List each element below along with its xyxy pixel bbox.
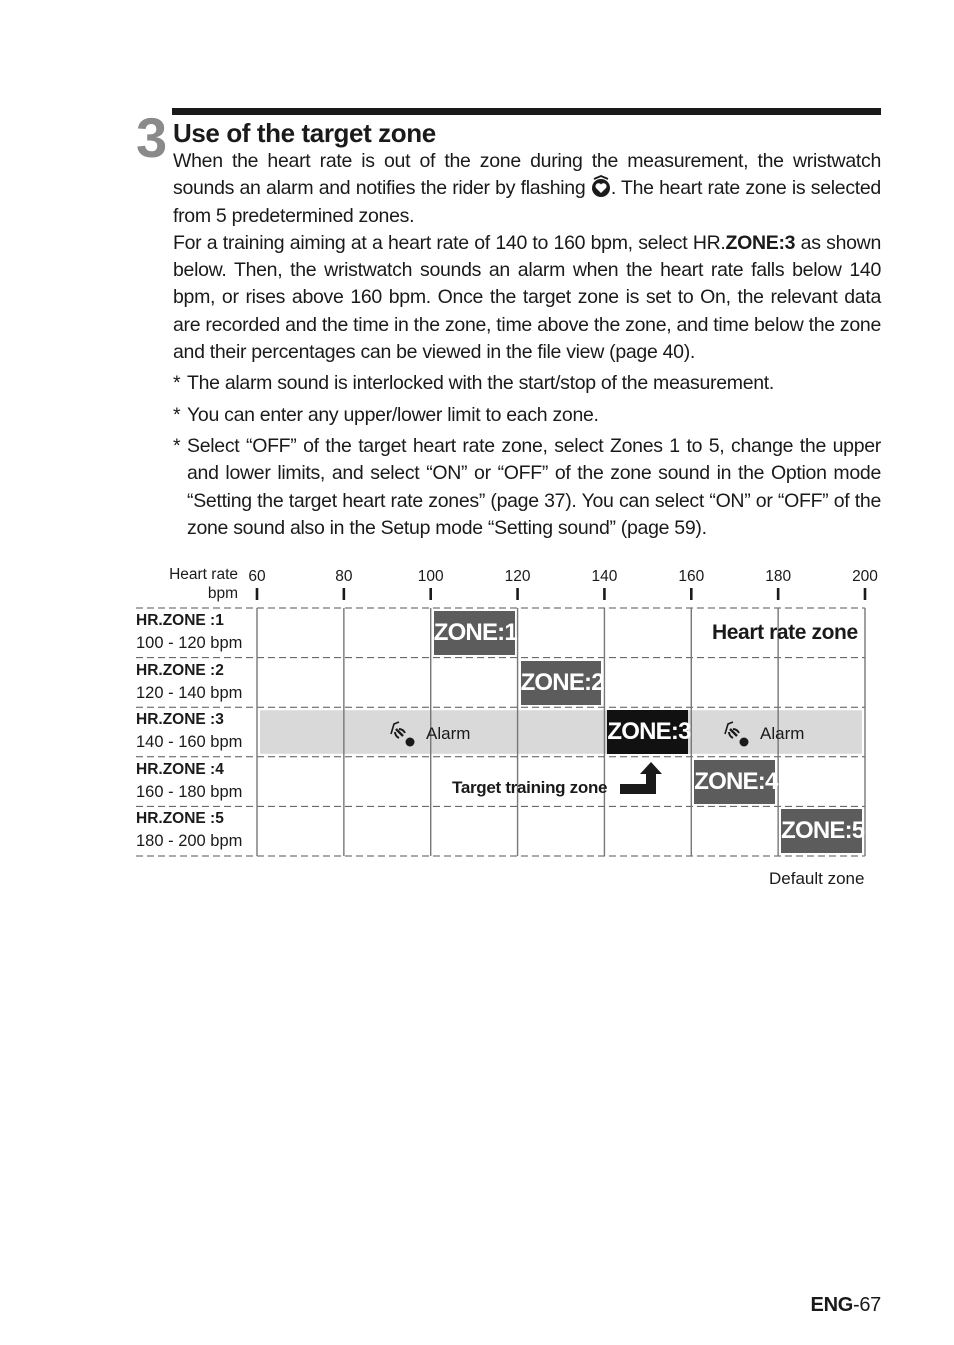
tick-label: 160 <box>678 568 705 585</box>
note-item: * The alarm sound is interlocked with the start/stop of the measurement. <box>173 372 775 395</box>
zone-row-label <box>136 808 242 852</box>
axis-label-bpm: bpm <box>207 585 238 602</box>
alarm-icon <box>388 720 418 748</box>
tick-label: 140 <box>591 568 618 585</box>
zone-row-label <box>136 709 242 753</box>
axis-label-heart-rate: Heart rate <box>169 566 238 583</box>
chart-grid <box>130 560 890 860</box>
target-training-zone-label: Target training zone <box>452 778 608 797</box>
paragraph-2: For a training aiming at a heart rate of 140 to 160 bpm, select HR.ZONE:3 as shown below. Then, the wristwatch sounds an alarm when the heart rate falls below 140 bpm, or rises above 160 bpm. Once the target zone is set to On, the relevant data are recorded and the time in the zone, time above the zone, and time below the zone and their percentages can be viewed in the file view (page 40). <box>173 231 881 364</box>
paragraph-1: When the heart rate is out of the zone during the measurement, the wristwatch sounds an alarm and notifies the rider by flashing . The heart rate zone is selected from 5 predetermined zones. <box>173 150 881 227</box>
alarm-label-right: Alarm <box>760 724 805 743</box>
zone-box: ZONE:5 <box>781 809 862 853</box>
section-rule <box>172 108 881 115</box>
zone-name: HR.ZONE :5 <box>136 810 224 828</box>
tick-label: 120 <box>504 568 531 585</box>
zone-row-label <box>136 610 242 654</box>
default-zone-label: Default zone <box>769 869 865 888</box>
zone-range: 120 - 140 bpm <box>136 683 243 702</box>
zone-range: 140 - 160 bpm <box>136 733 243 752</box>
zone-box: ZONE:1 <box>434 611 515 655</box>
tick-label: 100 <box>417 568 444 585</box>
section-number: 3 <box>136 106 166 169</box>
zone-name: HR.ZONE :4 <box>136 760 224 778</box>
zone-name: HR.ZONE :3 <box>136 711 224 729</box>
section-title: Use of the target zone <box>173 118 436 148</box>
zone-name: HR.ZONE :2 <box>136 661 224 679</box>
zone-box: ZONE:2 <box>521 661 602 705</box>
note-item: * You can enter any upper/lower limit to each zone. <box>173 403 599 426</box>
zone-row-label <box>136 759 242 803</box>
tick-label: 80 <box>335 568 353 585</box>
section-body <box>173 148 881 542</box>
zone-range: 100 - 120 bpm <box>136 634 243 652</box>
zone-range: 160 - 180 bpm <box>136 782 243 801</box>
heart-flash-icon <box>591 175 611 199</box>
alarm-label-left: Alarm <box>426 724 471 743</box>
zone-box: ZONE:4 <box>694 760 775 804</box>
tick-label: 200 <box>852 568 878 585</box>
notes-list <box>173 370 881 542</box>
zone-name: HR.ZONE :1 <box>136 612 224 629</box>
alarm-icon <box>722 720 752 748</box>
page-number: ENG-67 <box>810 1294 881 1316</box>
note-item: * Select “OFF” of the target heart rate zone, select Zones 1 to 5, change the upper and lower limits, and select “ON” or “OFF” of the zone sound in the Option mode “Setting the target heart rate zones” (page 37). You can select “ON” or “OFF” of the zone sound also in the Setup mode “Setting sound” (page 59). <box>173 434 881 539</box>
arrow-up-icon <box>618 760 662 796</box>
heart-rate-zone-label: Heart rate zone <box>712 621 858 644</box>
zone-row-label <box>136 660 242 704</box>
heart-rate-zone-chart <box>130 560 890 900</box>
tick-label: 60 <box>248 568 266 585</box>
zone-range: 180 - 200 bpm <box>136 832 243 851</box>
zone-box: ZONE:3 <box>607 710 688 754</box>
tick-label: 180 <box>765 568 792 585</box>
